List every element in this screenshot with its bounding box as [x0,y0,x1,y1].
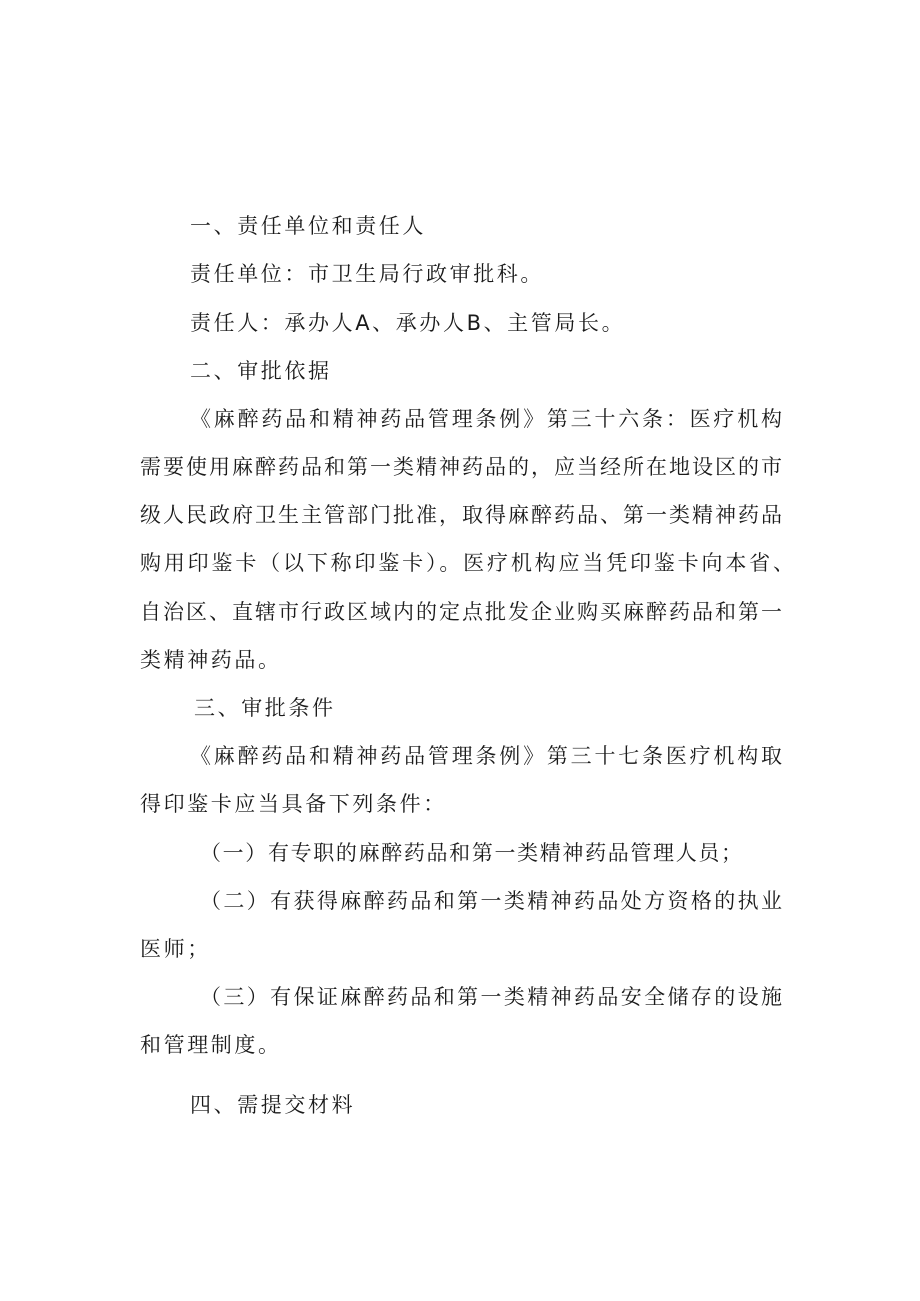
section-1-heading: 一、责任单位和责任人 [190,214,426,238]
responsible-unit: 责任单位：市卫生局行政审批科。 [190,262,544,286]
conditions-paragraph-line: 得印鉴卡应当具备下列条件： [140,792,447,816]
basis-paragraph-line: 购用印鉴卡（以下称印鉴卡）。医疗机构应当凭印鉴卡向本省、 [140,551,794,575]
responsible-person: 责任人：承办人A、承办人B、主管局长。 [190,311,626,335]
section-2-heading: 二、审批依据 [190,359,332,383]
basis-paragraph-line: 自治区、直辖市行政区域内的定点批发企业购买麻醉药品和第一 [140,600,782,624]
basis-paragraph-line: 需要使用麻醉药品和第一类精神药品的，应当经所在地设区的市 [140,455,782,479]
basis-paragraph-line: 级人民政府卫生主管部门批准，取得麻醉药品、第一类精神药品 [140,503,782,527]
condition-item-3-line: 和管理制度。 [140,1033,282,1057]
condition-item-2-line: （二）有获得麻醉药品和第一类精神药品处方资格的执业 [200,889,782,913]
basis-paragraph-line: 类精神药品。 [140,648,282,672]
conditions-paragraph-line: 《麻醉药品和精神药品管理条例》第三十七条医疗机构取 [190,744,782,768]
section-4-heading: 四、需提交材料 [190,1093,356,1117]
condition-item-2-line: 医师； [140,937,211,961]
condition-item-3-line: （三）有保证麻醉药品和第一类精神药品安全储存的设施 [200,985,782,1009]
basis-paragraph-line: 《麻醉药品和精神药品管理条例》第三十六条：医疗机构 [190,407,782,431]
section-3-heading: 三、审批条件 [194,696,336,720]
condition-item-1: （一）有专职的麻醉药品和第一类精神药品管理人员； [200,841,742,865]
